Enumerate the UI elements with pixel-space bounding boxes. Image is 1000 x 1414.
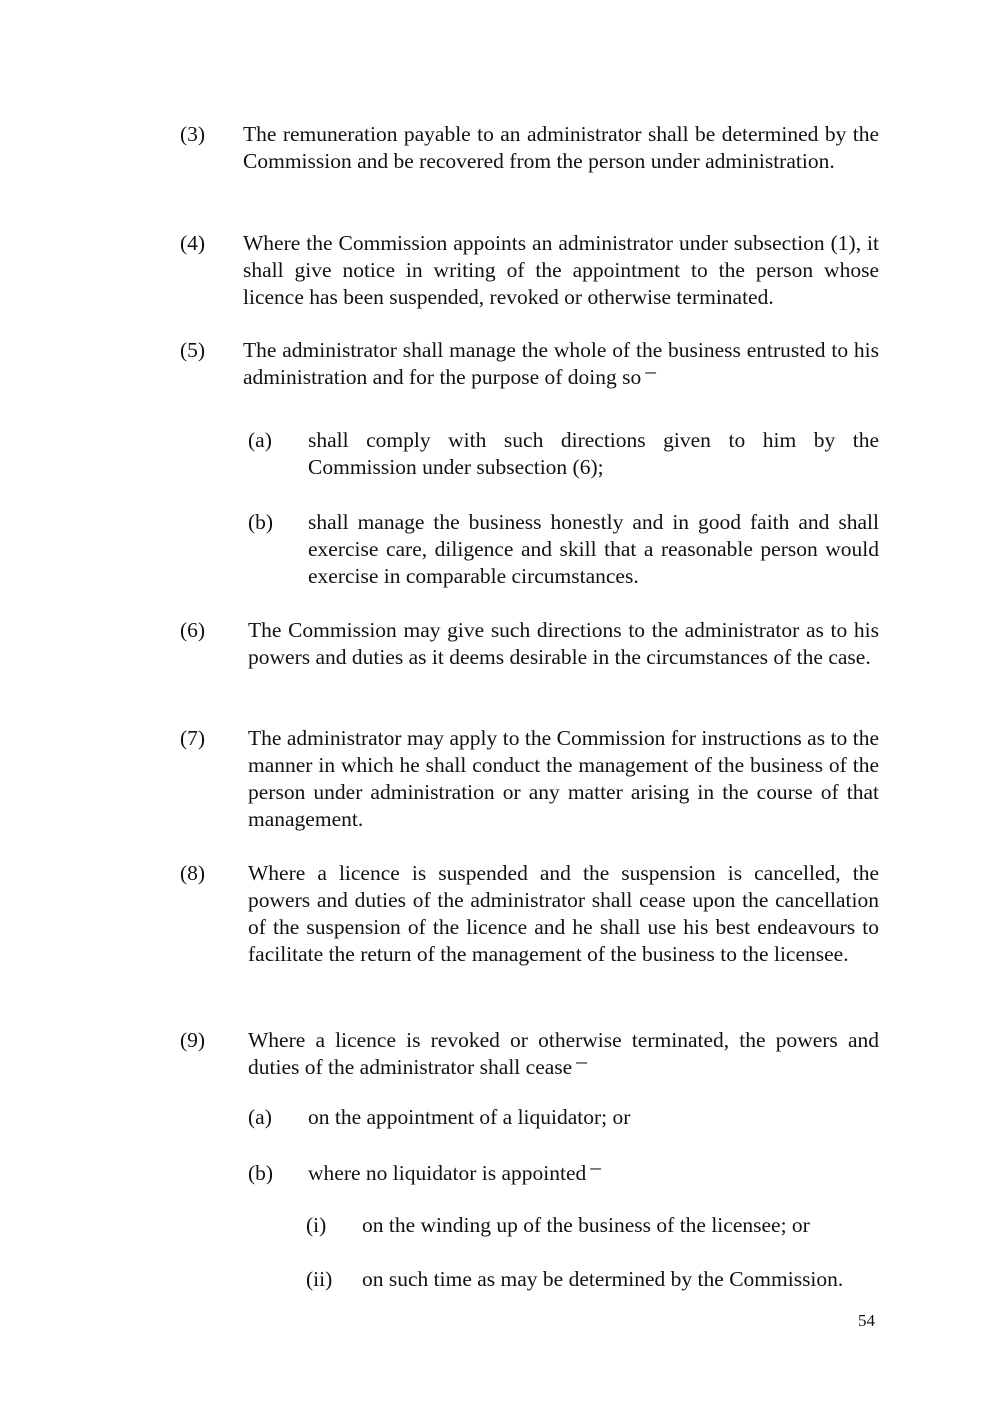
item-number: (a) — [248, 428, 272, 452]
paragraph-body: Where a licence is revoked or otherwise terminated, the powers and duties of the administrator shall cease — [248, 1028, 879, 1079]
subitem-text: on the winding up of the business of the licensee; or — [362, 1213, 810, 1237]
item-body: where no liquidator is appointed — [308, 1161, 587, 1185]
subitem-number: (i) — [306, 1213, 327, 1237]
paragraph-text: Where the Commission appoints an administrator under subsection (1), it shall give notice in writing of the appointment to the person whose licence has been suspended, revoked or otherwise terminated. — [243, 231, 879, 309]
paragraph-text: Where a licence is suspended and the suspension is cancelled, the powers and duties of the administrator shall cease upon the cancellation of the suspension of the licence and he shall use his best endeavours to facilitate the return of the management of the business to the licensee. — [248, 861, 879, 966]
dash-mark: – — [590, 1155, 601, 1179]
paragraph-body: The administrator shall manage the whole of the business entrusted to his administration and for the purpose of doing so — [243, 338, 879, 389]
paragraph-number: (9) — [180, 1028, 206, 1052]
paragraph-text: The Commission may give such directions to the administrator as to his powers and duties as it deems desirable in the circumstances of the case. — [248, 618, 879, 669]
page-number: 54 — [858, 1311, 875, 1330]
subitem-number: (ii) — [306, 1267, 333, 1291]
paragraph-number: (7) — [180, 726, 206, 750]
item-text: shall comply with such directions given to him by the Commission under subsection (6); — [308, 428, 879, 479]
paragraph-number: (6) — [180, 618, 206, 642]
item-number: (b) — [248, 1161, 274, 1185]
paragraph-number: (4) — [180, 231, 206, 255]
item-text — [308, 1155, 879, 1187]
dash-mark: – — [645, 359, 657, 383]
item-number: (b) — [248, 510, 274, 534]
paragraph-text — [243, 337, 879, 391]
subitem-text: on such time as may be determined by the Commission. — [362, 1267, 844, 1291]
paragraph-text: The administrator may apply to the Commission for instructions as to the manner in which he shall conduct the management of the business of the person under administration or any matter arising in the course of that management. — [248, 726, 879, 831]
item-number: (a) — [248, 1105, 272, 1129]
item-text: shall manage the business honestly and in good faith and shall exercise care, diligence and skill that a reasonable person would exercise in comparable circumstances. — [308, 510, 879, 588]
dash-mark: – — [576, 1049, 587, 1073]
paragraph-number: (5) — [180, 338, 206, 362]
paragraph-number: (3) — [180, 122, 206, 146]
paragraph-text — [248, 1027, 879, 1081]
paragraph-number: (8) — [180, 861, 206, 885]
paragraph-text: The remuneration payable to an administrator shall be determined by the Commission and be recovered from the person under administration. — [243, 122, 879, 173]
item-text: on the appointment of a liquidator; or — [308, 1105, 631, 1129]
